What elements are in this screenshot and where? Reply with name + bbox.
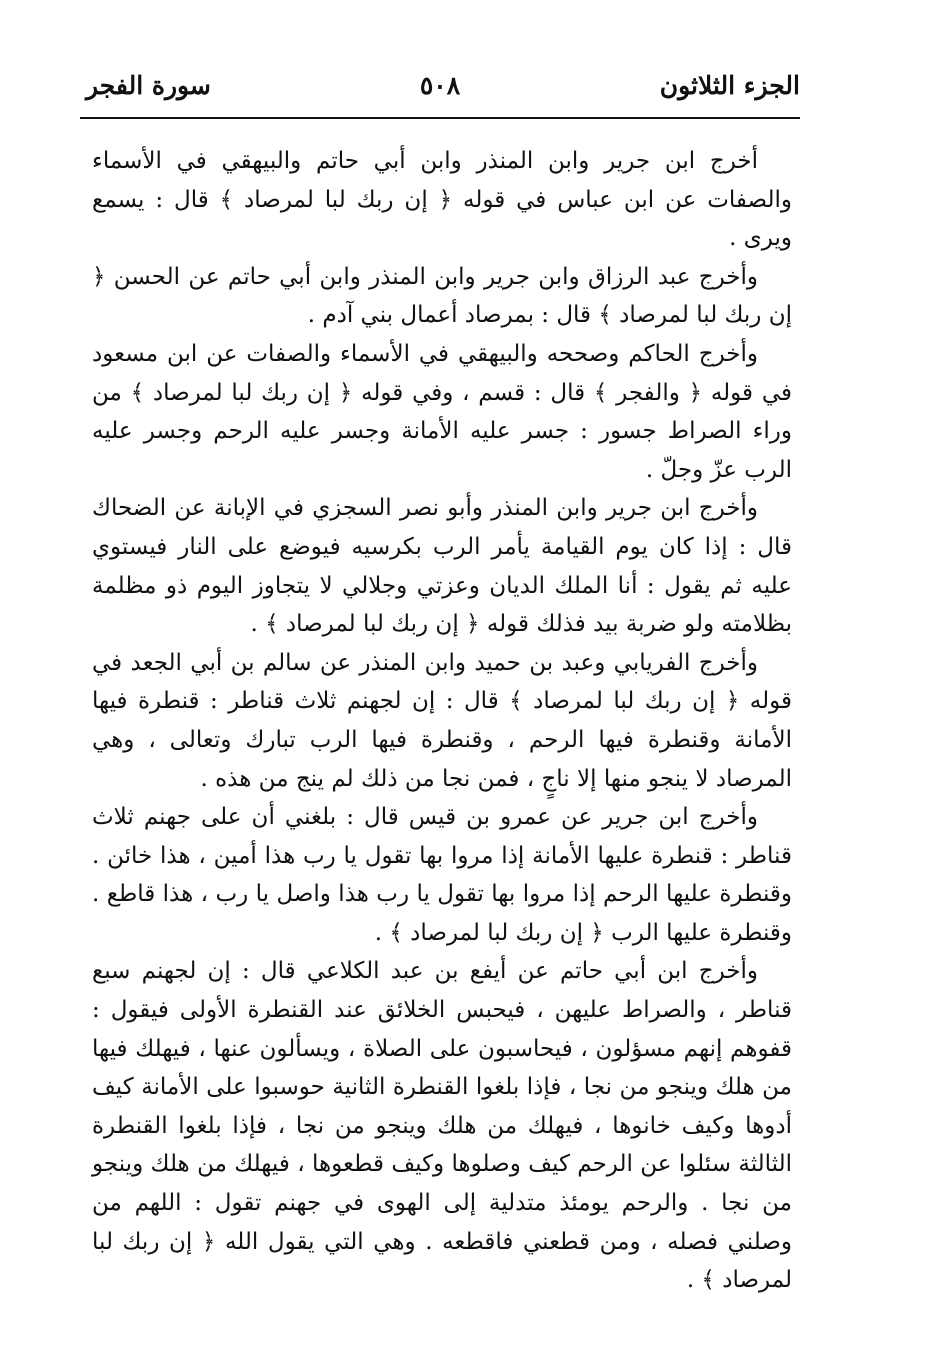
page-header (80, 60, 800, 120)
paragraph-3: وأخرج الحاكم وصححه والبيهقي في الأسماء والصفات عن ابن مسعود في قوله ﴿ والفجر ﴾ قال : قسم ، وفي قوله ﴿ إن ربك لبا لمرصاد ﴾ من وراء الصراط جسور : جسر عليه الأمانة وجسر عليه الرحم وجسر عليه الرب عزّ وجلّ . (92, 340, 792, 483)
paragraph-2: وأخرج عبد الرزاق وابن جرير وابن المنذر وابن أبي حاتم عن الحسن ﴿ إن ربك لبا لمرصاد ﴾ قال : بمرصاد أعمال بني آدم . (92, 263, 792, 329)
paragraph-5: وأخرج الفريابي وعبد بن حميد وابن المنذر عن سالم بن أبي الجعد في قوله ﴿ إن ربك لبا لمرصاد ﴾ قال : إن لجهنم ثلاث قناطر : قنطرة فيها الأمانة وقنطرة فيها الرحم ، وقنطرة فيها الرب تبارك وتعالى ، وهي المرصاد لا ينجو منها إلا ناجٍ ، فمن نجا من ذلك لم ينج من هذه . (92, 649, 792, 792)
page-body (92, 142, 792, 1300)
surah-title: سورة الفجر (86, 71, 211, 100)
part-title: الجزء الثلاثون (659, 71, 800, 100)
paragraph-6: وأخرج ابن جرير عن عمرو بن قيس قال : بلغني أن على جهنم ثلاث قناطر : قنطرة عليها الأمانة إذا مروا بها تقول يا رب هذا أمين ، هذا خائن . وقنطرة عليها الرحم إذا مروا بها تقول يا رب هذا واصل يا رب ، هذا قاطع . وقنطرة عليها الرب ﴿ إن ربك لبا لمرصاد ﴾ . (92, 804, 792, 946)
paragraph-1: أخرج ابن جرير وابن المنذر وابن أبي حاتم والبيهقي في الأسماء والصفات عن ابن عباس في قوله ﴿ إن ربك لبا لمرصاد ﴾ قال : يسمع ويرى . (92, 148, 792, 252)
paragraph-4: وأخرج ابن جرير وابن المنذر وأبو نصر السجزي في الإبانة عن الضحاك قال : إذا كان يوم القيامة يأمر الرب بكرسيه فيوضع على النار فيستوي عليه ثم يقول : أنا الملك الديان وعزتي وجلالي لا يتجاوز اليوم ذو مظلمة بظلامته ولو ضربة بيد فذلك قوله ﴿ إن ربك لبا لمرصاد ﴾ . (92, 495, 792, 638)
header-rule (80, 117, 800, 119)
page-number: ٥٠٨ (419, 71, 461, 100)
paragraph-7: وأخرج ابن أبي حاتم عن أيفع بن عبد الكلاعي قال : إن لجهنم سبع قناطر ، والصراط عليهن ، فيحبس الخلائق عند القنطرة الأولى فيقول : قفوهم إنهم مسؤلون ، فيحاسبون على الصلاة ، ويسألون عنها ، فيهلك فيها من هلك وينجو من نجا ، فإذا بلغوا القنطرة الثانية حوسبوا على الأمانة كيف أدوها وكيف خانوها ، فيهلك من هلك وينجو من نجا ، فإذا بلغوا القنطرة الثالثة سئلوا عن الرحم كيف وصلوها وكيف قطعوها ، فيهلك من هلك وينجو من نجا . والرحم يومئذ متدلية إلى الهوى في جهنم تقول : اللهم من وصلني فصله ، ومن قطعني فاقطعه . وهي التي يقول الله ﴿ إن ربك لبا لمرصاد ﴾ . (92, 958, 792, 1294)
